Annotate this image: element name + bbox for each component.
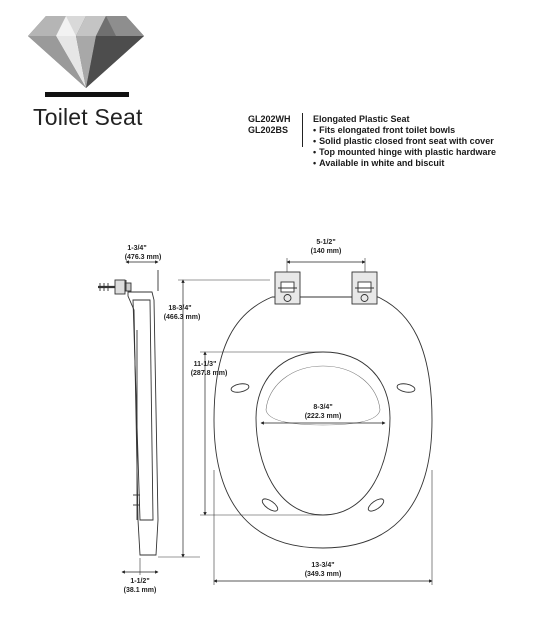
- side-view: [98, 270, 158, 555]
- dim-side-top-in: 1-3/4": [127, 245, 147, 252]
- seat-opening: [256, 352, 390, 515]
- model-number: GL202WH: [248, 114, 291, 124]
- bumper: [396, 382, 415, 393]
- dim-bottom-mm: (38.1 mm): [123, 587, 157, 594]
- hinge-right: [352, 272, 377, 304]
- hinge-left: [275, 272, 300, 304]
- model-number: GL202BS: [248, 125, 289, 135]
- seat-outline: [214, 297, 432, 548]
- dim-hinge-in: 5-1/2": [316, 239, 336, 246]
- dim-bottom-in: 1-1/2": [130, 578, 150, 585]
- feature-item: • Fits elongated front toilet bowls: [313, 125, 496, 136]
- page-title: Toilet Seat: [33, 104, 143, 130]
- dim-height-mm: (466.3 mm): [163, 314, 201, 321]
- bumper: [230, 382, 249, 393]
- dim-height-in: 18-3/4": [168, 305, 192, 312]
- feature-item: • Top mounted hinge with plastic hardware: [313, 147, 496, 158]
- dim-hinge-mm: (140 mm): [310, 248, 342, 255]
- feature-item: • Available in white and biscuit: [313, 158, 496, 169]
- dim-opening-length-in: 11-1/3": [193, 361, 217, 368]
- dim-opening-width-in: 8-3/4": [313, 404, 333, 411]
- bumper: [366, 497, 385, 514]
- dim-width-mm: (349.3 mm): [304, 571, 342, 578]
- dim-side-top-mm: (476.3 mm): [124, 254, 162, 261]
- dim-width-in: 13-3/4": [311, 562, 335, 569]
- bumper: [260, 497, 279, 514]
- dim-opening-length-mm: (287.8 mm): [190, 370, 228, 377]
- product-name: Elongated Plastic Seat: [313, 114, 410, 124]
- feature-item: • Solid plastic closed front seat with cover: [313, 136, 496, 147]
- dim-opening-width-mm: (222.3 mm): [304, 413, 342, 420]
